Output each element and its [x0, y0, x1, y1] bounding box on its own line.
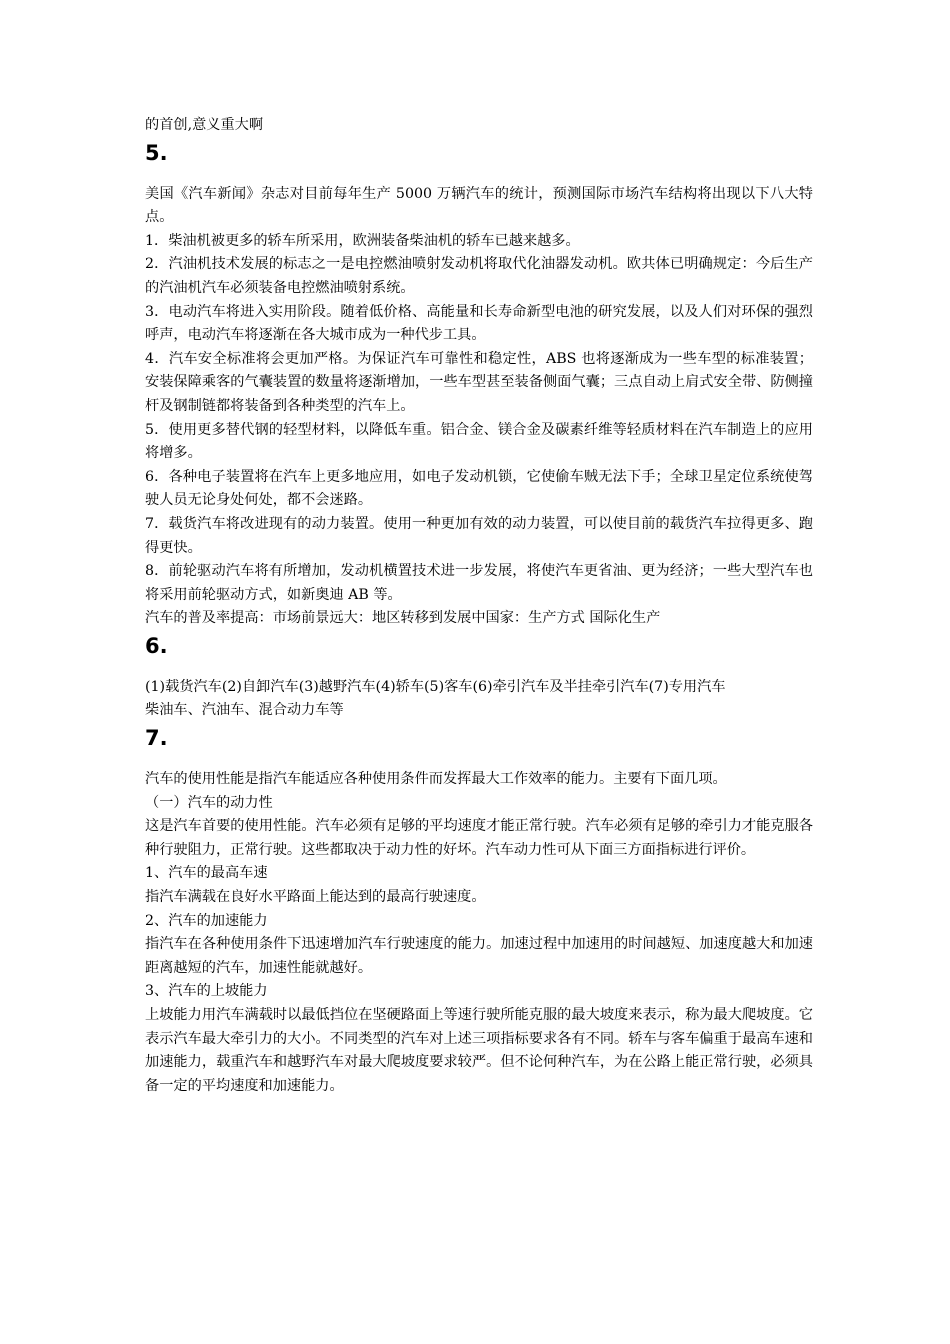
section-7-heading: 7.	[145, 726, 168, 751]
list-item: 6．各种电子装置将在汽车上更多地应用，如电子发动机锁，它使偷车贼无法下手；全球卫星定位系统使驾驶人员无论身处何处，都不会迷路。	[145, 468, 813, 509]
paragraph: 汽车的普及率提高：市场前景远大：地区转移到发展中国家：生产方式 国际化生产	[145, 610, 661, 627]
list-item: 2．汽油机技术发展的标志之一是电控燃油喷射发动机将取代化油器发动机。欧共体已明确规定：今后生产的汽油机汽车必须装备电控燃油喷射系统。	[145, 256, 813, 296]
paragraph: (1)载货汽车(2)自卸汽车(3)越野汽车(4)轿车(5)客车(6)牵引汽车及半挂牵引汽车(7)专用汽车	[145, 678, 726, 695]
paragraph: 指汽车满载在良好水平路面上能达到的最高行驶速度。	[145, 889, 486, 906]
document-page	[145, 114, 813, 1098]
list-item: 8．前轮驱动汽车将有所增加，发动机横置技术进一步发展，将使汽车更省油、更为经济；一些大型汽车也将采用前轮驱动方式，如新奥迪 AB 等。	[145, 563, 813, 603]
paragraph: 这是汽车首要的使用性能。汽车必须有足够的平均速度才能正常行驶。汽车必须有足够的牵引力才能克服各种行驶阻力，正常行驶。这些都取决于动力性的好坏。汽车动力性可从下面三方面指标进行评价。	[145, 818, 813, 858]
intro-tail-text: 的首创,意义重大啊	[145, 117, 264, 133]
section-5-body	[145, 183, 813, 631]
subheading: 1、汽车的最高车速	[145, 865, 268, 882]
subheading: （一）汽车的动力性	[145, 794, 273, 811]
list-item: 3．电动汽车将进入实用阶段。随着低价格、高能量和长寿命新型电池的研究发展，以及人们对环保的强烈呼声，电动汽车将逐渐在各大城市成为一种代步工具。	[145, 303, 813, 344]
list-item: 4．汽车安全标准将会更加严格。为保证汽车可靠性和稳定性，ABS 也将逐渐成为一些车型的标准装置；安装保障乘客的气囊装置的数量将逐渐增加，一些车型甚至装备侧面气囊；三点自动上肩式安全带、防侧撞杆及钢制链都将装备到各种类型的汽车上。	[145, 350, 813, 414]
section-7-body	[145, 768, 813, 1098]
subheading: 3、汽车的上坡能力	[145, 983, 268, 1000]
section-6-heading: 6.	[145, 633, 168, 658]
list-item: 7．载货汽车将改进现有的动力装置。使用一种更加有效的动力装置，可以使目前的载货汽车拉得更多、跑得更快。	[145, 515, 813, 556]
list-item: 5．使用更多替代钢的轻型材料，以降低车重。铝合金、镁合金及碳素纤维等轻质材料在汽车制造上的应用将增多。	[145, 421, 813, 462]
paragraph: 汽车的使用性能是指汽车能适应各种使用条件而发挥最大工作效率的能力。主要有下面几项。	[145, 771, 727, 788]
paragraph: 美国《汽车新闻》杂志对目前每年生产 5000 万辆汽车的统计，预测国际市场汽车结构将出现以下八大特点。	[145, 185, 813, 226]
paragraph: 上坡能力用汽车满载时以最低挡位在坚硬路面上等速行驶所能克服的最大坡度来表示，称为最大爬坡度。它表示汽车最大牵引力的大小。不同类型的汽车对上述三项指标要求各有不同。轿车与客车偏重于最高车速和加速能力，载重汽车和越野汽车对最大爬坡度要求较严。但不论何种汽车，为在公路上能正常行驶，必须具备一定的平均速度和加速能力。	[145, 1007, 813, 1094]
paragraph: 柴油车、汽油车、混合动力车等	[145, 702, 344, 719]
section-5-heading: 5.	[145, 140, 168, 165]
section-6-body	[145, 676, 813, 723]
list-item: 1．柴油机被更多的轿车所采用，欧洲装备柴油机的轿车已越来越多。	[145, 232, 580, 249]
paragraph: 指汽车在各种使用条件下迅速增加汽车行驶速度的能力。加速过程中加速用的时间越短、加速度越大和加速距离越短的汽车，加速性能就越好。	[145, 936, 813, 976]
subheading: 2、汽车的加速能力	[145, 912, 268, 929]
